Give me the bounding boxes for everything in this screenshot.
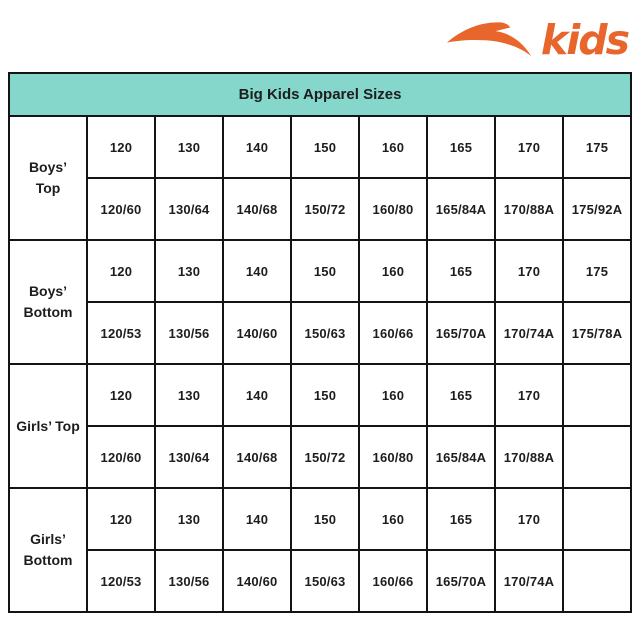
section-label-girls-top: Girls’ Top: [9, 364, 87, 488]
table-row-girls-bottom-codes: [9, 550, 631, 612]
anta-swoosh-icon: [445, 16, 537, 60]
code-cell: 160/80: [359, 178, 427, 240]
size-cell: 175: [563, 240, 631, 302]
code-cell: 140/60: [223, 302, 291, 364]
size-cell: 170: [495, 364, 563, 426]
table-row-boys-top-codes: [9, 178, 631, 240]
table-title-row: [9, 73, 631, 116]
table-title: Big Kids Apparel Sizes: [9, 73, 631, 116]
code-cell: 175/78A: [563, 302, 631, 364]
size-cell: 130: [155, 240, 223, 302]
code-cell: 165/70A: [427, 550, 495, 612]
code-cell: 160/80: [359, 426, 427, 488]
size-cell: 170: [495, 488, 563, 550]
size-cell: 175: [563, 116, 631, 178]
size-cell: 170: [495, 240, 563, 302]
code-cell: 150/63: [291, 302, 359, 364]
size-cell: 130: [155, 116, 223, 178]
table-row-boys-bottom-codes: [9, 302, 631, 364]
code-cell: 160/66: [359, 302, 427, 364]
size-cell: 165: [427, 240, 495, 302]
code-cell: 170/88A: [495, 426, 563, 488]
size-cell: 160: [359, 240, 427, 302]
size-cell: 140: [223, 488, 291, 550]
size-cell: 150: [291, 364, 359, 426]
size-cell: 130: [155, 364, 223, 426]
table-row-boys-top-sizes: [9, 116, 631, 178]
code-cell: 170/74A: [495, 550, 563, 612]
size-cell: 130: [155, 488, 223, 550]
size-cell: 160: [359, 488, 427, 550]
code-cell: 165/84A: [427, 178, 495, 240]
size-cell: 140: [223, 240, 291, 302]
code-cell: 160/66: [359, 550, 427, 612]
size-chart-table: [8, 72, 632, 613]
section-label-boys-bottom: Boys’ Bottom: [9, 240, 87, 364]
table-row-girls-bottom-sizes: [9, 488, 631, 550]
table-row-boys-bottom-sizes: [9, 240, 631, 302]
size-cell-empty: [563, 364, 631, 426]
code-cell: 120/53: [87, 550, 155, 612]
size-cell: 120: [87, 364, 155, 426]
size-cell: 120: [87, 488, 155, 550]
size-cell: 160: [359, 364, 427, 426]
code-cell: 175/92A: [563, 178, 631, 240]
code-cell: 140/60: [223, 550, 291, 612]
code-cell: 120/53: [87, 302, 155, 364]
code-cell: 165/84A: [427, 426, 495, 488]
code-cell: 120/60: [87, 426, 155, 488]
brand-logo: [445, 16, 632, 65]
code-cell: 130/56: [155, 550, 223, 612]
size-cell: 165: [427, 488, 495, 550]
size-cell: 165: [427, 116, 495, 178]
code-cell: 120/60: [87, 178, 155, 240]
code-cell: 150/72: [291, 426, 359, 488]
brand-kids-text: kids: [540, 16, 628, 65]
code-cell-empty: [563, 550, 631, 612]
size-cell: 120: [87, 116, 155, 178]
size-cell: 160: [359, 116, 427, 178]
size-cell: 150: [291, 488, 359, 550]
size-cell: 170: [495, 116, 563, 178]
code-cell: 150/72: [291, 178, 359, 240]
size-cell: 140: [223, 116, 291, 178]
table-row-girls-top-sizes: [9, 364, 631, 426]
size-cell: 150: [291, 116, 359, 178]
section-label-boys-top: Boys’ Top: [9, 116, 87, 240]
size-cell-empty: [563, 488, 631, 550]
section-label-girls-bottom: Girls’ Bottom: [9, 488, 87, 612]
code-cell: 130/64: [155, 426, 223, 488]
size-cell: 120: [87, 240, 155, 302]
code-cell: 170/74A: [495, 302, 563, 364]
code-cell: 130/56: [155, 302, 223, 364]
code-cell: 150/63: [291, 550, 359, 612]
table-row-girls-top-codes: [9, 426, 631, 488]
code-cell: 130/64: [155, 178, 223, 240]
size-cell: 140: [223, 364, 291, 426]
code-cell: 165/70A: [427, 302, 495, 364]
code-cell: 140/68: [223, 426, 291, 488]
size-cell: 150: [291, 240, 359, 302]
code-cell-empty: [563, 426, 631, 488]
size-cell: 165: [427, 364, 495, 426]
code-cell: 170/88A: [495, 178, 563, 240]
code-cell: 140/68: [223, 178, 291, 240]
